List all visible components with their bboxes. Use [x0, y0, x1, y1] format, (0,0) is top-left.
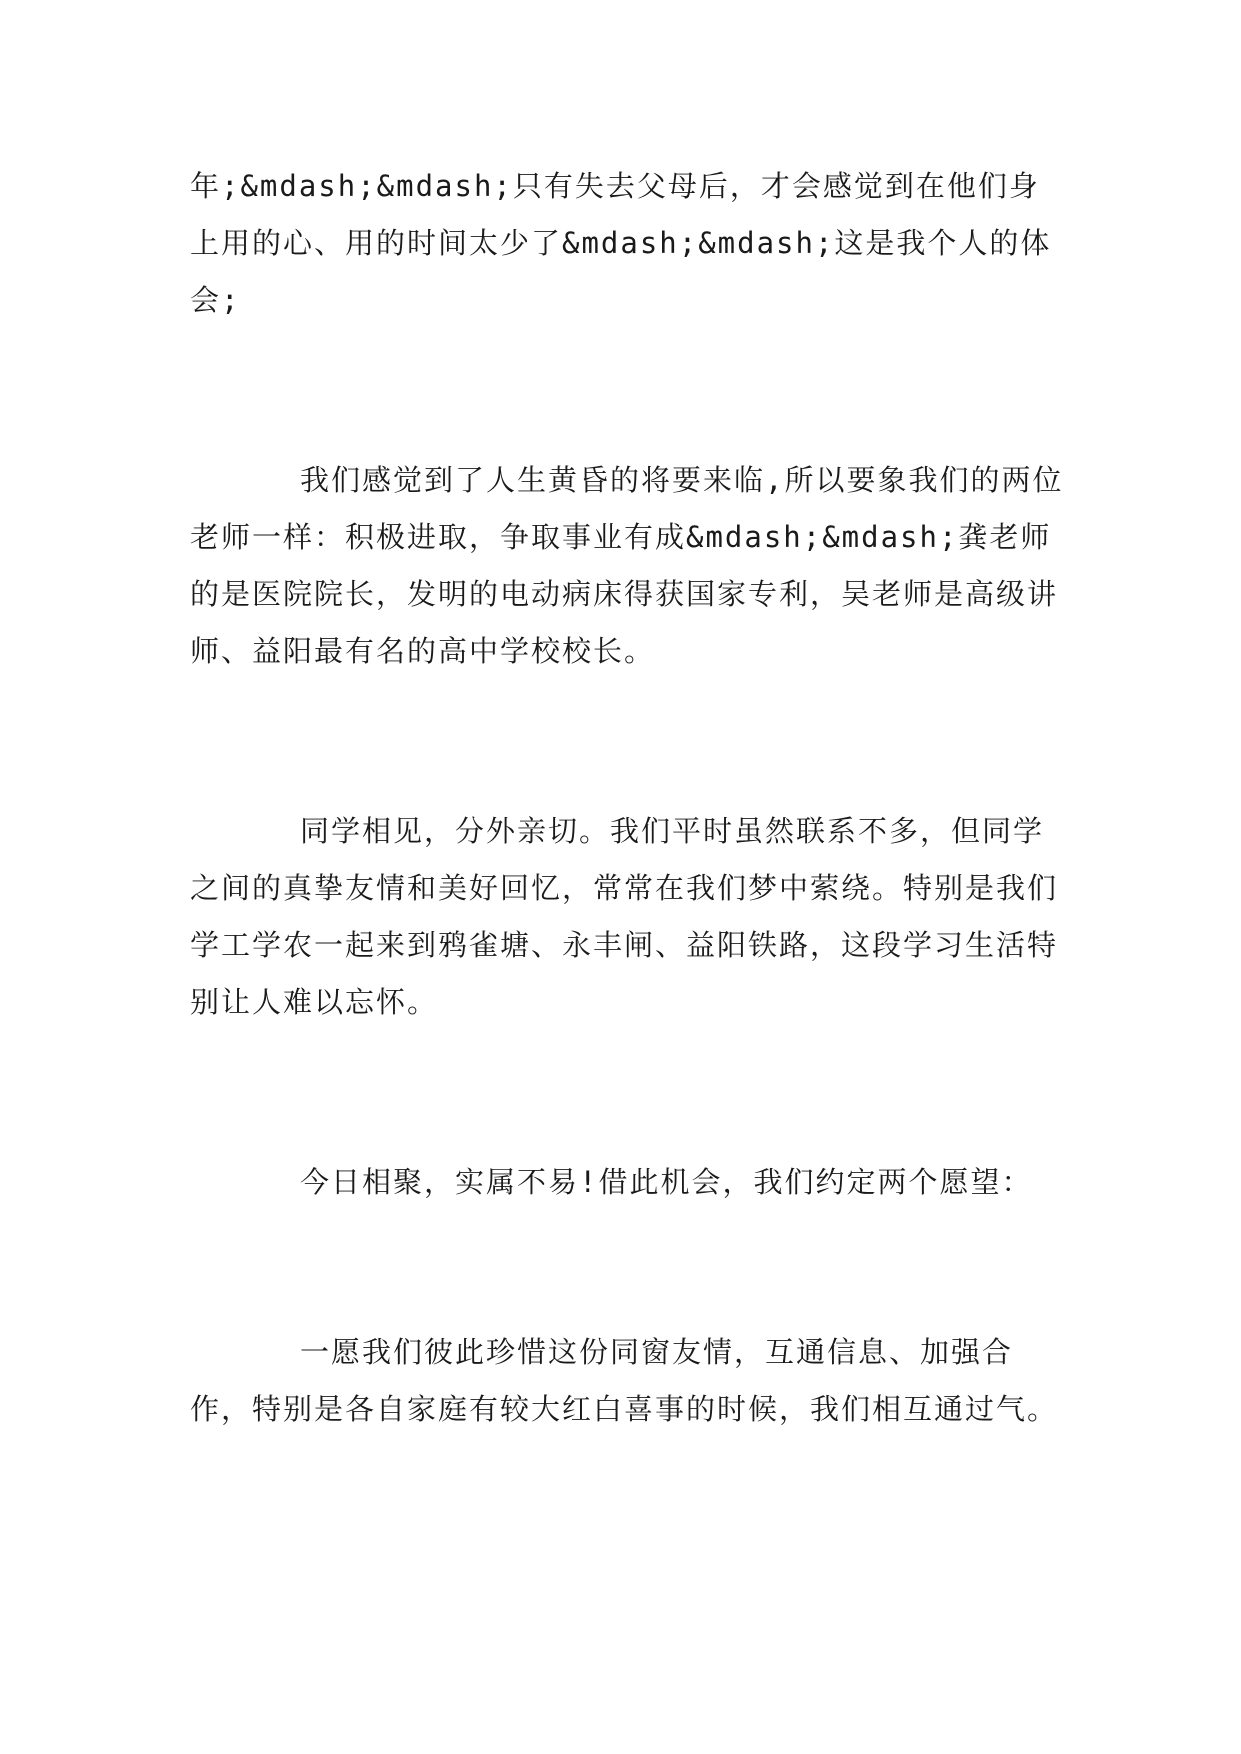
paragraph-5: 一愿我们彼此珍惜这份同窗友情，互通信息、加强合作，特别是各自家庭有较大红白喜事的时候，我们相互通过气。 — [190, 1335, 1059, 1426]
paragraph-3: 同学相见，分外亲切。我们平时虽然联系不多，但同学之间的真挚友情和美好回忆，常常在我们梦中萦绕。特别是我们学工学农一起来到鸦雀塘、永丰闸、益阳铁路，这段学习生活特别让人难以忘怀。 — [190, 814, 1059, 1019]
paragraph-2: 我们感觉到了人生黄昏的将要来临,所以要象我们的两位老师一样：积极进取，争取事业有成&mdash;&mdash;龚老师的是医院院长，发明的电动病床得获国家专利，吴老师是高级讲师、益阳最有名的高中学校校长。 — [190, 463, 1064, 668]
paragraph-4: 今日相聚，实属不易!借此机会，我们约定两个愿望： — [300, 1165, 1033, 1199]
paragraph-1: 年;&mdash;&mdash;只有失去父母后，才会感觉到在他们身上用的心、用的时间太少了&mdash;&mdash;这是我个人的体会; — [190, 169, 1052, 317]
